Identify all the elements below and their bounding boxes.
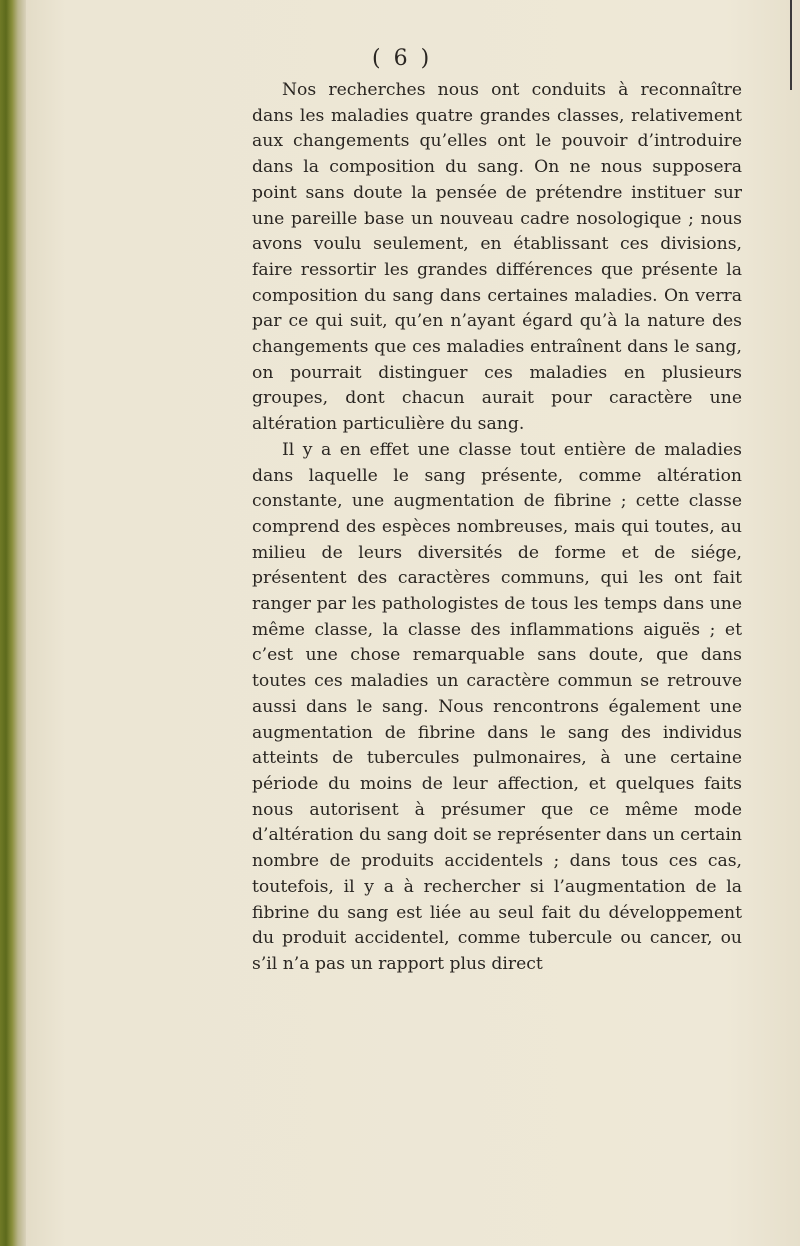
page-edge-mark — [790, 0, 792, 90]
body-text — [252, 78, 742, 978]
paragraph: Il y a en effet une classe tout entière de maladies dans laquelle le sang présente, comme altération constante, une augmentation de fibrine ; cette classe comprend des espèces nombreuses, mais qui toutes, au milieu de leurs diversités de forme et de siége, présentent des caractères communs, qui les ont fait ranger par les pathologistes de tous les temps dans une même classe, la classe des inflammations aiguës ; et c’est une chose remarquable sans doute, que dans toutes ces maladies un caractère commun se retrouve aussi dans le sang. Nous rencontrons également une augmentation de fibrine dans le sang des individus atteints de tubercules pulmonaires, à une certaine période du moins de leur affection, et quelques faits nous autorisent à présumer que ce même mode d’altération du sang doit se représenter dans un certain nombre de produits accidentels ; dans tous ces cas, toutefois, il y a à rechercher si l’augmentation de la fibrine du sang est liée au seul fait du développement du produit accidentel, comme tubercule ou cancer, ou s’il n’a pas un rapport plus direct — [252, 439, 742, 974]
paragraph: Nos recherches nous ont conduits à reconnaître dans les maladies quatre grandes classes, relativement aux changements qu’elles ont le pouvoir d’introduire dans la composition du sang. On ne nous supposera point sans doute la pensée de prétendre instituer sur une pareille base un nouveau cadre nosologique ; nous avons voulu seulement, en établissant ces divisions, faire ressortir les grandes différences que présente la composition du sang dans certaines maladies. On verra par ce qui suit, qu’en n’ayant égard qu’à la nature des changements que ces maladies entraînent dans le sang, on pourrait distinguer ces maladies en plusieurs groupes, dont chacun aurait pour caractère une altération particulière du sang. — [252, 80, 742, 435]
book-spine-edge — [0, 0, 26, 1246]
page-number: ( 6 ) — [372, 46, 433, 71]
